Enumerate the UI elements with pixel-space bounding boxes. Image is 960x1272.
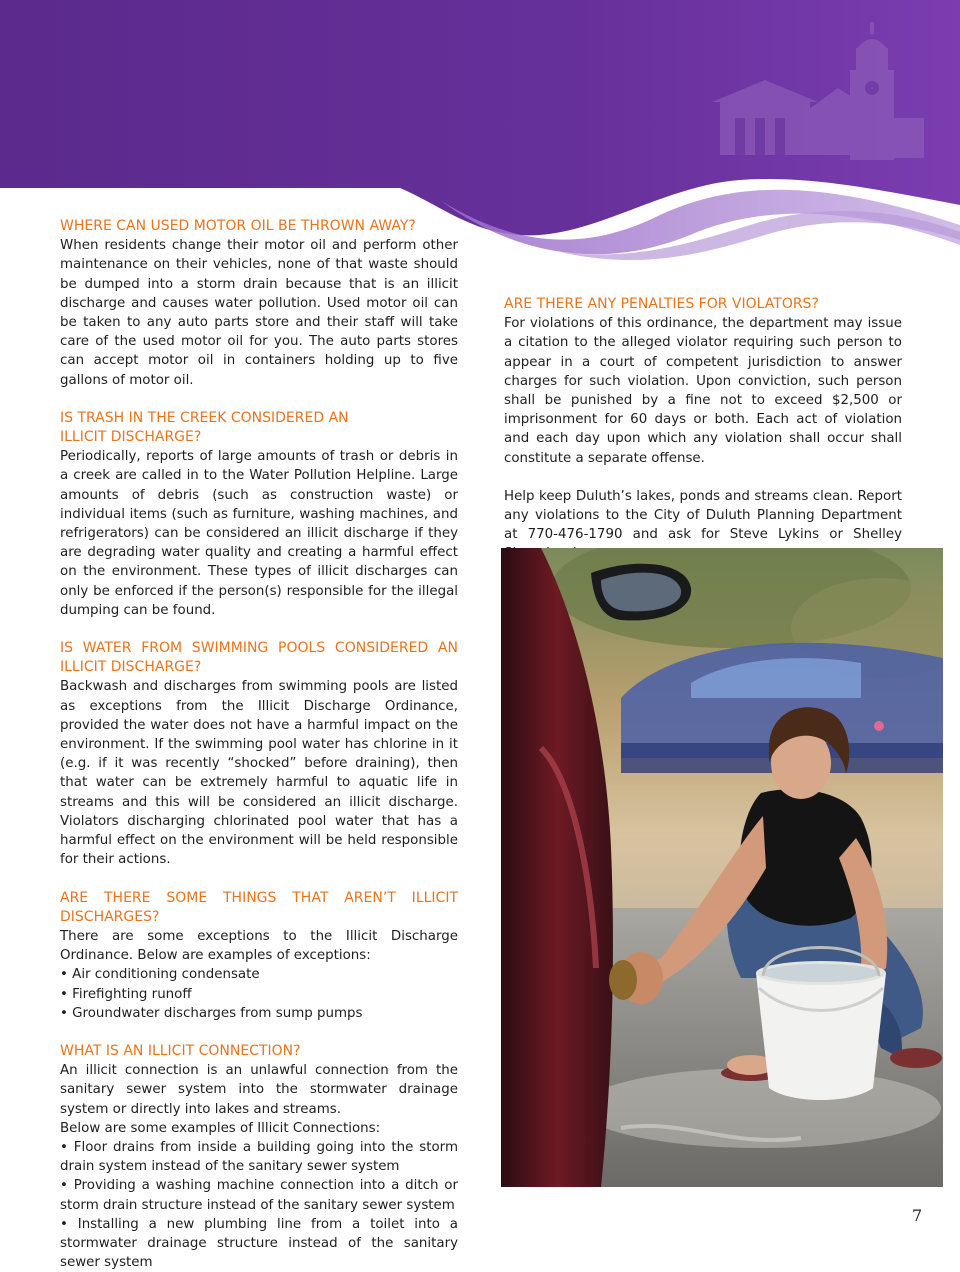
section-trash-creek [60, 409, 458, 620]
list-item: • Firefighting runoff [60, 986, 192, 1002]
bucket-icon [756, 948, 886, 1101]
list-item: • Installing a new plumbing line from a toilet into a stormwater drainage structure instead of the sanitary sewer system [60, 1216, 458, 1271]
section-body: For violations of this ordinance, the department may issue a citation to the alleged violator requiring such person to appear in a court of competent jurisdiction to answer charges for such violation. Upon conviction, such person shall be punished by a fine not to exceed $2,500 or imprisonment for 60 days or both. Each act of violation and each day upon which any violation shall occur shall constitute a separate offense. [504, 316, 902, 466]
section-body: Backwash and discharges from swimming pools are listed as exceptions from the Illicit Discharge Ordinance, provided the water does not have a harmful impact on the environment. If the swimming pool water has chlorine in it (e.g. if it was recently “shocked” before draining), then that water can be extremely harmful to aquatic life in streams and this will be considered an illicit discharge. Violators discharging chlorinated pool water that has a harmful effect on the environment will be held responsible for their actions. [60, 679, 458, 868]
list-item: • Providing a washing machine connection into a ditch or storm drain structure instead of the sanitary sewer system [60, 1178, 458, 1213]
section-body: Periodically, reports of large amounts of trash or debris in a creek are called in to the Water Pollution Helpline. Large amounts of debris (such as construction waste) or individual items (such as furniture, washing machines, and refrigerators) can be considered an illicit discharge if they are degrading water quality and creating a harmful effect on the environment. These types of illicit discharges can only be enforced if the person(s) responsible for the illegal dumping can be found. [60, 449, 458, 618]
section-motor-oil [60, 217, 458, 390]
closing-paragraph: Help keep Duluth’s lakes, ponds and streams clean. Report any violations to the City of Duluth Planning Department at 770-476-1790 and ask for Steve Lykins or Shelley [504, 488, 902, 543]
section-illicit-connection [60, 1042, 458, 1272]
left-column [60, 217, 458, 1272]
section-exceptions [60, 889, 458, 1023]
section-heading: WHAT IS AN ILLICIT CONNECTION? [60, 1042, 301, 1059]
section-body-2: Below are some examples of Illicit Connections: [60, 1120, 381, 1136]
list-item: • Air conditioning condensate [60, 967, 260, 983]
section-body: An illicit connection is an unlawful connection from the sanitary sewer system into the stormwater drainage system or directly into lakes and streams. [60, 1063, 458, 1117]
page-number: 7 [912, 1206, 923, 1225]
car-washing-photo [501, 548, 943, 1187]
right-column [504, 295, 902, 564]
section-body: When residents change their motor oil and perform other maintenance on their vehicles, none of that waste should be dumped into a storm drain because that is an illicit discharge and causes water pollution. Used motor oil can be taken to any auto parts store and their staff will take care of the used motor oil for you. The auto parts stores can accept motor oil in containers holding up to five gallons of motor oil. [60, 238, 458, 388]
section-heading: ARE THERE SOME THINGS THAT AREN’T ILLICIT DISCHARGES? [60, 889, 458, 925]
section-heading: IS TRASH IN THE CREEK CONSIDERED AN ILLICIT DISCHARGE? [60, 409, 349, 446]
section-heading: WHERE CAN USED MOTOR OIL BE THROWN AWAY? [60, 218, 416, 234]
section-swimming-pools [60, 639, 458, 869]
section-body: There are some exceptions to the Illicit Discharge Ordinance. Below are examples of exceptions: [60, 928, 458, 964]
list-item: • Groundwater discharges from sump pumps [60, 1005, 363, 1021]
list-item: • Floor drains from inside a building going into the storm drain system instead of the sanitary sewer system [60, 1139, 458, 1175]
section-heading: IS WATER FROM SWIMMING POOLS CONSIDERED AN ILLICIT DISCHARGE? [60, 640, 458, 676]
section-heading: ARE THERE ANY PENALTIES FOR VIOLATORS? [504, 296, 819, 312]
